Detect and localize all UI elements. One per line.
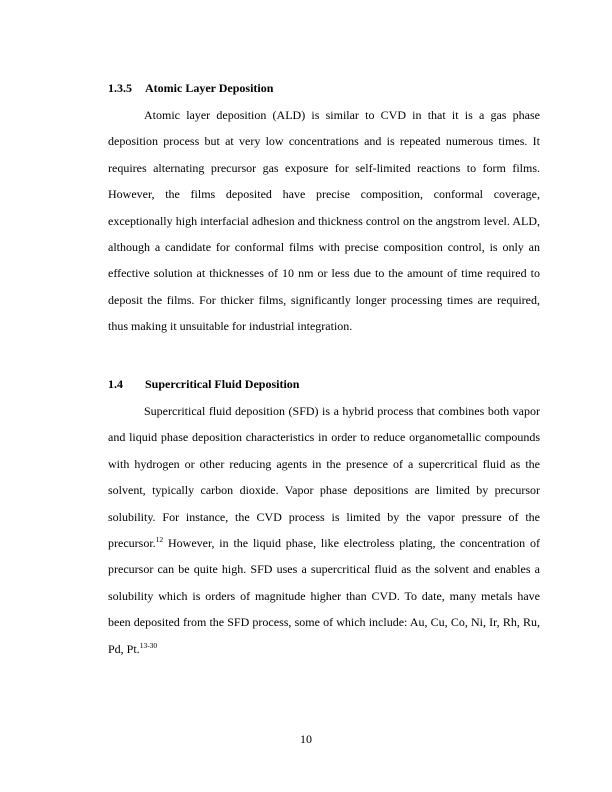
paragraph-ald xyxy=(108,102,540,340)
paragraph-text-part2: However, in the liquid phase, like electroless plating, the concentration of precursor can be quite high. SFD uses a supercritical fluid as the solvent and enables a solubility which is orders of magnitude higher than CVD. To date, many metals have been deposited from the SFD process, some of which include: Au, Cu, Co, Ni, Ir, Rh, Ru, Pd, Pt. xyxy=(108,536,540,656)
paragraph-text-part1: Supercritical fluid deposition (SFD) is a hybrid process that combines both vapor and liquid phase deposition characteristics in order to reduce organometallic compounds with hydrogen or other reducing agents in the presence of a supercritical fluid as the solvent, typically carbon dioxide. Vapor phase depositions are limited by precursor solubility. For instance, the CVD process is limited by the vapor pressure of the precursor. xyxy=(108,404,540,551)
section-heading-1-3-5 xyxy=(108,80,273,96)
section-number: 1.4 xyxy=(108,377,123,391)
paragraph-text: Atomic layer deposition (ALD) is similar to CVD in that it is a gas phase deposition process but at very low concentrations and is repeated numerous times. It requires alternating precursor gas exposure for self-limited reactions to form films. However, the films deposited have precise composition, conformal coverage, exceptionally high interfacial adhesion and thickness control on the angstrom level. ALD, although a candidate for conformal films with precise composition control, is only an effective solution at thicknesses of 10 nm or less due to the amount of time required to deposit the films. For thicker films, significantly longer processing times are required, thus making it unsuitable for industrial integration. xyxy=(108,108,540,334)
page-number: 10 xyxy=(300,732,312,746)
paragraph-sfd xyxy=(108,398,540,662)
section-heading-1-4 xyxy=(108,376,299,392)
section-number: 1.3.5 xyxy=(108,81,132,95)
section-title: Supercritical Fluid Deposition xyxy=(145,377,300,391)
citation-superscript: 12 xyxy=(155,535,164,545)
section-title: Atomic Layer Deposition xyxy=(145,81,274,95)
citation-superscript: 13-30 xyxy=(139,640,158,650)
